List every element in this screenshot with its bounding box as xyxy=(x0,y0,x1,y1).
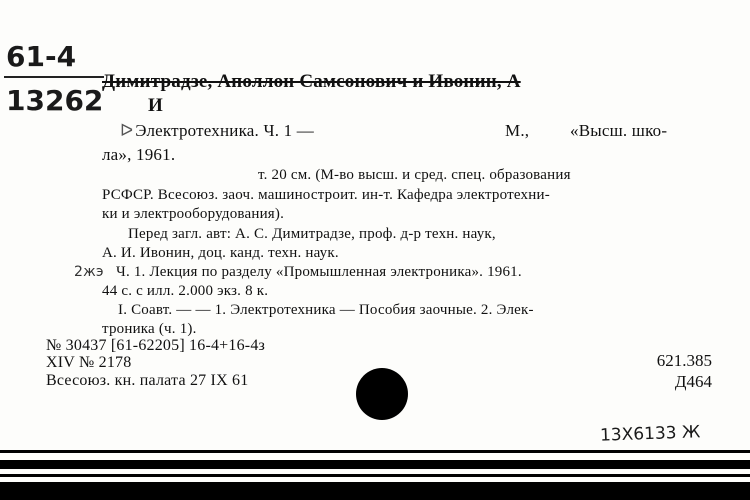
authors-heading: Димитрадзе, Аполлон Самсонович и Ивонин, А xyxy=(102,71,521,92)
title-line xyxy=(120,121,314,141)
scan-border-line-1 xyxy=(0,450,750,453)
publisher-year-line: ла», 1961. xyxy=(102,145,176,164)
author-mark: Д464 xyxy=(674,372,712,391)
series-number: XIV № 2178 xyxy=(46,354,132,371)
scan-border-line-2 xyxy=(0,474,750,477)
handwritten-shelf-mark-top: 61-4 xyxy=(6,40,77,73)
part-title-line: Ч. 1. Лекция по разделу «Промышленная электроника». 1961. xyxy=(116,264,522,280)
publication-place: М., xyxy=(505,121,530,140)
punch-hole xyxy=(356,368,408,420)
handwritten-inventory-mark: 13Х6133 Ж xyxy=(599,422,701,446)
shelf-mark-underline xyxy=(4,76,104,78)
title-text: Электротехника. Ч. 1 — xyxy=(135,121,314,140)
handwritten-margin-mark: 2жэ xyxy=(74,264,104,280)
part-description-line: 44 с. с илл. 2.000 экз. 8 к. xyxy=(102,283,269,299)
tracings-line-1: I. Соавт. — — 1. Электротехника — Пособия заочные. 2. Элек- xyxy=(118,302,534,318)
udc-number: 621.385 xyxy=(656,351,712,370)
note-line-2: А. И. Ивонин, доц. канд. техн. наук. xyxy=(102,245,339,261)
accession-number: № 30437 [61-62205] 16-4+16-4з xyxy=(46,337,266,354)
tracings-line-2: троника (ч. 1). xyxy=(102,321,197,337)
mark-symbol: ᐅ xyxy=(120,121,134,140)
scan-border-band-1 xyxy=(0,460,750,469)
handwritten-shelf-mark-bottom: 13262 xyxy=(6,84,104,117)
physical-description-line: т. 20 см. (М-во высш. и сред. спец. образования xyxy=(258,167,571,183)
authors-heading-continuation: И xyxy=(148,95,163,116)
series-line-1: РСФСР. Всесоюз. заоч. машиностроит. ин-т. Кафедра электротехни- xyxy=(102,187,550,203)
series-line-2: ки и электрооборудования). xyxy=(102,206,285,222)
publisher: «Высш. шко- xyxy=(570,121,668,140)
note-line-1: Перед загл. авт: А. С. Димитрадзе, проф. д-р техн. наук, xyxy=(128,226,496,242)
book-chamber-stamp: Всесоюз. кн. палата 27 IX 61 xyxy=(46,372,249,389)
scan-border-band-2 xyxy=(0,482,750,500)
